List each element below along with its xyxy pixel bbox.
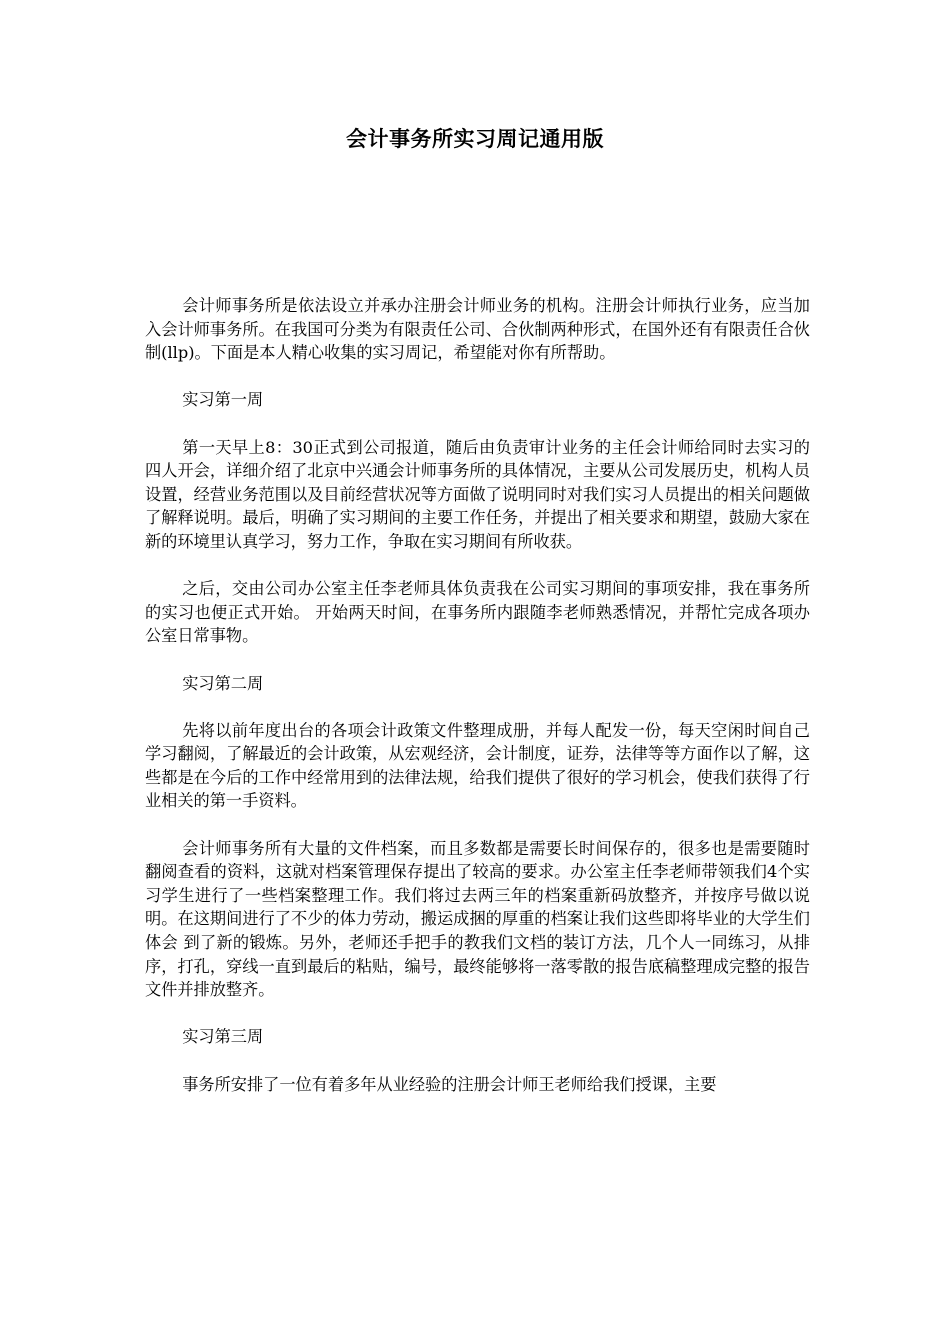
intro-paragraph: 会计师事务所是依法设立并承办注册会计师业务的机构。注册会计师执行业务，应当加入会计师事务所。在我国可分类为有限责任公司、合伙制两种形式，在国外还有有限责任合伙制(llp)。下面是本人精心收集的实习周记，希望能对你有所帮助。 — [145, 296, 810, 363]
page-title: 会计事务所实习周记通用版 — [346, 126, 604, 151]
section-heading-week-2: 实习第二周 — [182, 673, 264, 693]
paragraph: 先将以前年度出台的各项会计政策文件整理成册，并每人配发一份，每天空闲时间自己学习翻阅，了解最近的会计政策，从宏观经济，会计制度，证券，法律等等方面作以了解，这些都是在今后的工作中经常用到的法律法规，给我们提供了很好的学习机会，使我们获得了行业相关的第一手资料。 — [145, 720, 810, 811]
document-body — [145, 294, 810, 1120]
section-heading-week-1: 实习第一周 — [182, 390, 264, 410]
paragraph: 第一天早上8：30正式到公司报道，随后由负责审计业务的主任会计师给同时去实习的四人开会，详细介绍了北京中兴通会计师事务所的具体情况，主要从公司发展历史，机构人员设置，经营业务范围以及目前经营状况等方面做了说明同时对我们实习人员提出的相关问题做了解释说明。最后，明确了实习期间的主要工作任务，并提出了相关要求和期望，鼓励大家在新的环境里认真学习，努力工作，争取在实习期间有所收获。 — [145, 437, 810, 551]
paragraph: 事务所安排了一位有着多年从业经验的注册会计师王老师给我们授课，主要 — [182, 1074, 717, 1094]
section-heading-week-3: 实习第三周 — [182, 1027, 264, 1047]
paragraph: 会计师事务所有大量的文件档案，而且多数都是需要长时间保存的，很多也是需要随时翻阅查看的资料，这就对档案管理保存提出了较高的要求。办公室主任李老师带领我们4个实习学生进行了一些档案整理工作。我们将过去两三年的档案重新码放整齐，并按序号做以说明。在这期间进行了不少的体力劳动，搬运成捆的厚重的档案让我们这些即将毕业的大学生们体会 到了新的锻炼。另外，老师还手把手的教我们文档的装订方法，几个人一同练习，从排序，打孔，穿线一直到最后的粘贴，编号，最终能够将一落零散的报告底稿整理成完整的报告文件并排放整齐。 — [145, 838, 810, 1000]
paragraph: 之后，交由公司办公室主任李老师具体负责我在公司实习期间的事项安排，我在事务所的实习也便正式开始。 开始两天时间，在事务所内跟随李老师熟悉情况，并帮忙完成各项办公室日常事物。 — [145, 579, 810, 646]
